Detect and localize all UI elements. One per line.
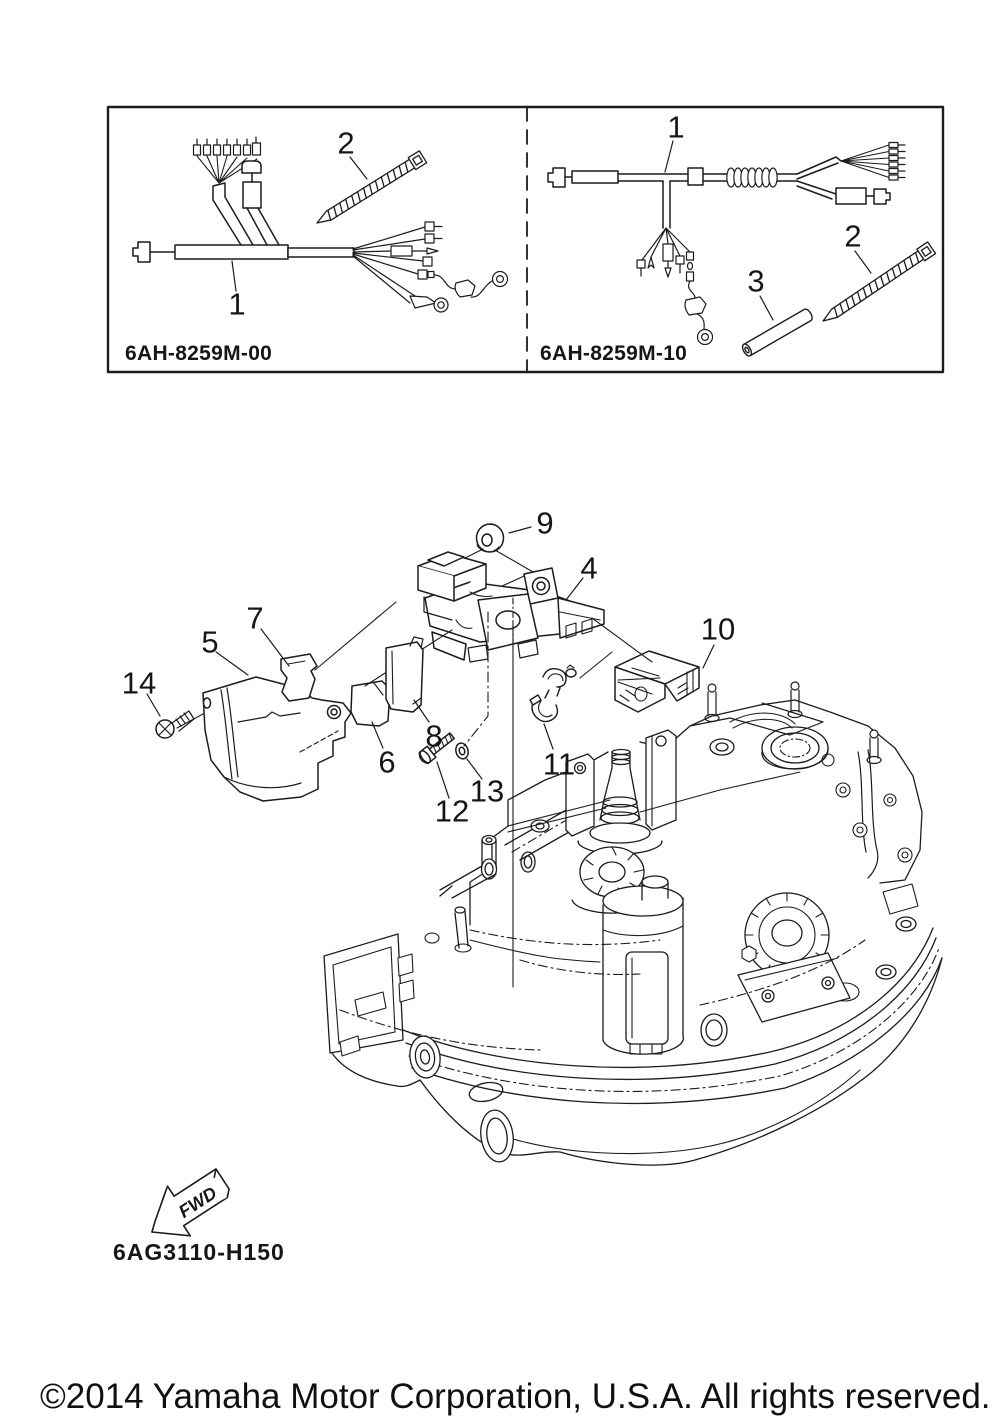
callout-12: 12 bbox=[434, 793, 470, 829]
part-11-clamp bbox=[530, 665, 576, 722]
part-8-plate bbox=[386, 637, 423, 712]
part-code-left-box: 6AH-8259M-00 bbox=[125, 342, 273, 365]
callout-box2-2: 2 bbox=[844, 218, 862, 254]
callout-6: 6 bbox=[378, 744, 396, 780]
callout-9: 9 bbox=[536, 505, 554, 541]
part-10-cover bbox=[615, 651, 699, 712]
part-7-pad bbox=[281, 654, 317, 701]
callout-7: 7 bbox=[246, 600, 264, 636]
callout-11: 11 bbox=[542, 746, 576, 782]
part-code-right-box: 6AH-8259M-10 bbox=[540, 342, 688, 365]
cable-tie-drawing-right bbox=[819, 242, 935, 327]
callout-box1-1: 1 bbox=[228, 286, 246, 322]
box-callout-leaders bbox=[232, 141, 871, 320]
callout-8: 8 bbox=[425, 718, 443, 754]
part-13-washer bbox=[454, 742, 470, 761]
part-4-bracket bbox=[418, 552, 604, 662]
part-5-cover bbox=[203, 677, 351, 801]
cable-tie-drawing-left bbox=[313, 151, 426, 229]
callout-box2-1: 1 bbox=[667, 109, 685, 145]
callout-13: 13 bbox=[469, 773, 505, 809]
copyright-text: ©2014 Yamaha Motor Corporation, U.S.A. All rights reserved. bbox=[40, 1377, 991, 1416]
callout-5: 5 bbox=[201, 624, 219, 660]
part-14-screw bbox=[156, 711, 194, 738]
wire-harness-1-drawing bbox=[133, 137, 508, 312]
part-9-grommet bbox=[477, 524, 504, 552]
engine-block bbox=[324, 682, 942, 1165]
tube-drawing bbox=[741, 308, 814, 358]
callout-box1-2: 2 bbox=[337, 125, 355, 161]
callout-10: 10 bbox=[700, 611, 736, 647]
callout-4: 4 bbox=[580, 550, 598, 586]
part-6-pad bbox=[351, 681, 390, 726]
fwd-label: FWD bbox=[175, 1182, 221, 1222]
callout-14: 14 bbox=[121, 665, 157, 701]
diagram-code: 6AG3110-H150 bbox=[113, 1239, 285, 1265]
parts-box bbox=[108, 107, 943, 372]
callout-box2-3: 3 bbox=[747, 263, 765, 299]
